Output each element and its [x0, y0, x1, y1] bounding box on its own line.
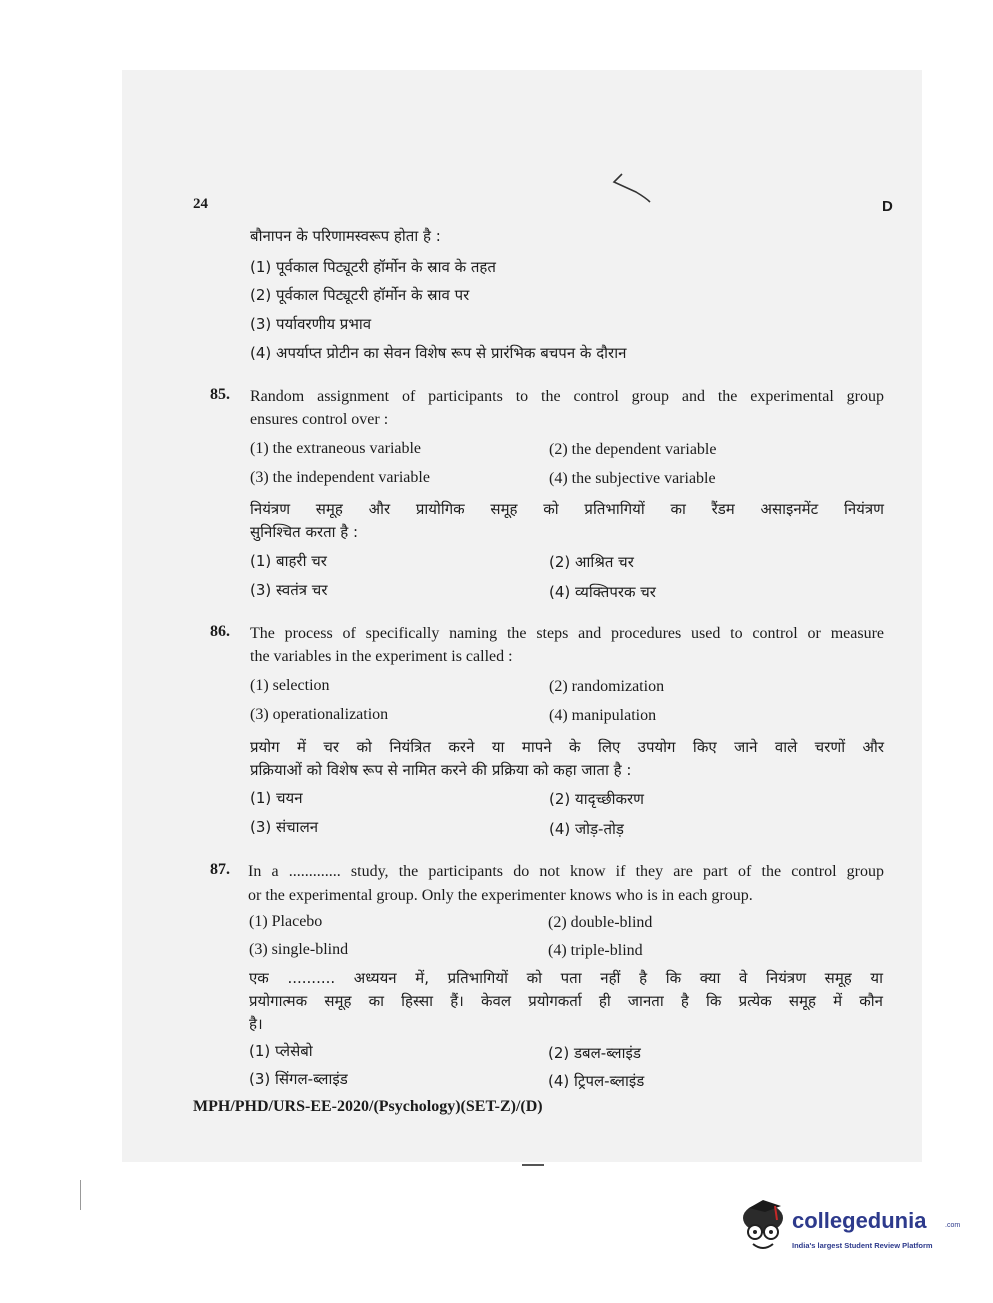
pen-mark-icon [612, 170, 662, 210]
question-number: 86. [210, 623, 230, 640]
option-hindi: (3) संचालन [250, 818, 319, 836]
question-text-hindi: सुनिश्चित करता है : [250, 523, 359, 541]
page-number: 24 [193, 196, 208, 212]
option: (3) single-blind [249, 941, 349, 958]
option-hindi: (3) स्वतंत्र चर [250, 581, 328, 599]
option: (4) the subjective variable [549, 470, 716, 487]
intro-stem: बौनापन के परिणामस्वरूप होता है : [250, 227, 441, 245]
scan-artifact-line [80, 1180, 81, 1210]
option: (4) triple-blind [548, 942, 643, 959]
question-text: In a ............. study, the participants do not know if they are part of the control group [248, 863, 884, 880]
option: (1) Placebo [249, 913, 323, 930]
option: (3) the independent variable [250, 469, 430, 486]
option-hindi: (1) चयन [250, 789, 303, 807]
collegedunia-logo [735, 1196, 965, 1266]
option-hindi: (2) यादृच्छीकरण [549, 790, 644, 808]
question-text: Random assignment of participants to the control group and the experimental group [250, 388, 884, 405]
option-hindi: (4) जोड़-तोड़ [549, 820, 624, 838]
question-text: the variables in the experiment is called : [250, 648, 513, 665]
student-mascot-icon [735, 1196, 791, 1260]
option: (1) the extraneous variable [250, 440, 422, 457]
question-text-hindi: है। [249, 1015, 263, 1033]
logo-tld: .com [945, 1222, 961, 1229]
option: (2) the dependent variable [549, 441, 717, 458]
divider [522, 1164, 544, 1166]
intro-option: (4) अपर्याप्त प्रोटीन का सेवन विशेष रूप से प्रारंभिक बचपन के दौरान [250, 344, 627, 362]
question-text: ensures control over : [250, 411, 389, 428]
option: (2) double-blind [548, 914, 653, 931]
question-number: 85. [210, 386, 230, 403]
option-hindi: (4) ट्रिपल-ब्लाइंड [548, 1072, 645, 1090]
question-text: The process of specifically naming the steps and procedures used to control or measure [250, 625, 884, 642]
option-hindi: (3) सिंगल-ब्लाइंड [249, 1070, 348, 1088]
option: (4) manipulation [549, 707, 657, 724]
intro-option: (1) पूर्वकाल पिट्यूटरी हॉर्मोन के स्राव के तहत [250, 258, 496, 276]
option-hindi: (1) प्लेसेबो [249, 1042, 313, 1060]
question-text-hindi: नियंत्रण समूह और प्रायोगिक समूह को प्रतिभागियों का रैंडम असाइनमेंट नियंत्रण [250, 500, 884, 518]
question-text-hindi: प्रक्रियाओं को विशेष रूप से नामित करने की प्रक्रिया को कहा जाता है : [250, 761, 632, 779]
question-text: or the experimental group. Only the experimenter knows who is in each group. [248, 887, 753, 904]
logo-wordmark: collegedunia [792, 1208, 927, 1233]
logo-tagline: India's largest Student Review Platform [792, 1241, 933, 1250]
question-text-hindi: प्रयोग में चर को नियंत्रित करने या मापने के लिए उपयोग किए जाने वाले चरणों और [250, 738, 884, 756]
option-hindi: (1) बाहरी चर [250, 552, 327, 570]
option: (3) operationalization [250, 706, 389, 723]
question-text-hindi: एक .......... अध्ययन में, प्रतिभागियों को पता नहीं है कि क्या वे नियंत्रण समूह या [249, 969, 883, 987]
option-hindi: (4) व्यक्तिपरक चर [549, 583, 656, 601]
option-hindi: (2) आश्रित चर [549, 553, 634, 571]
intro-option: (2) पूर्वकाल पिट्यूटरी हॉर्मोन के स्राव पर [250, 286, 470, 304]
intro-option: (3) पर्यावरणीय प्रभाव [250, 315, 372, 333]
question-text-hindi: प्रयोगात्मक समूह का हिस्सा हैं। केवल प्रयोगकर्ता ही जानता है कि प्रत्येक समूह में कौन [249, 992, 883, 1010]
option: (2) randomization [549, 678, 665, 695]
option-hindi: (2) डबल-ब्लाइंड [548, 1044, 641, 1062]
question-number: 87. [210, 861, 230, 878]
paper-code-footer: MPH/PHD/URS-EE-2020/(Psychology)(SET-Z)/(D) [193, 1098, 543, 1115]
option: (1) selection [250, 677, 330, 694]
set-code: D [882, 198, 893, 215]
